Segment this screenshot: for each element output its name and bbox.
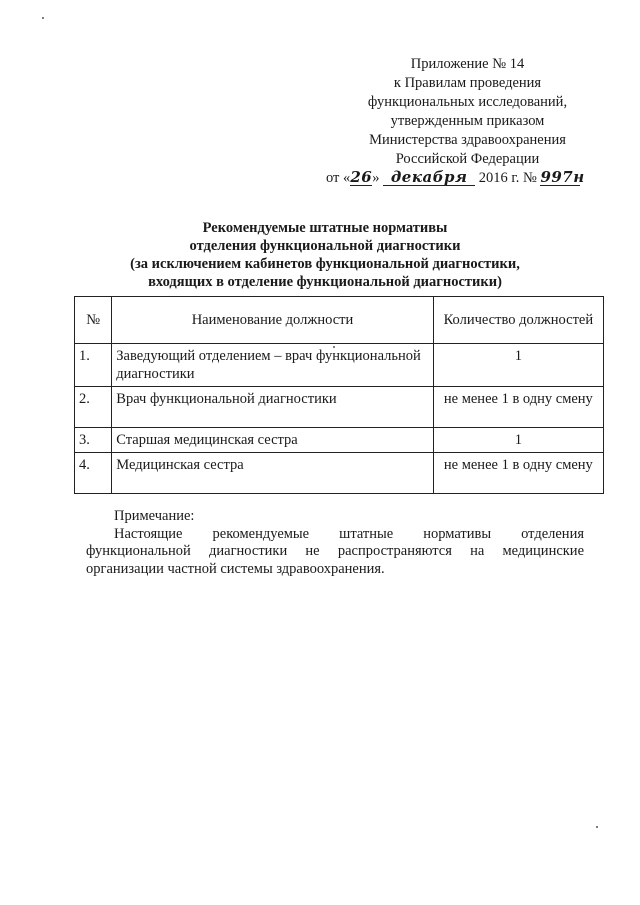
table-header-row xyxy=(75,297,604,344)
header-number: № xyxy=(75,297,112,344)
row-number: 1. xyxy=(75,344,112,387)
row-number: 2. xyxy=(75,387,112,428)
scan-speck xyxy=(42,17,44,19)
note-title: Примечание: xyxy=(114,508,195,524)
title-line-4: входящих в отделение функциональной диагностики) xyxy=(148,274,502,290)
appendix-approved-line: утвержденным приказом xyxy=(390,113,545,129)
row-count: не менее 1 в одну смену xyxy=(433,453,603,494)
appendix-studies-line: функциональных исследований, xyxy=(367,94,568,110)
row-position: Заведующий отделением – врач функциональной диагностики xyxy=(112,344,433,387)
row-position: Старшая медицинская сестра xyxy=(112,428,433,453)
handwritten-day: 26 xyxy=(350,168,373,186)
note-text: Настоящие рекомендуемые штатные нормативы отделения функциональной диагностики не распространяются на медицинские организации частной системы здравоохранения. xyxy=(86,525,584,577)
handwritten-month: декабря xyxy=(383,170,475,186)
date-mid: » xyxy=(372,170,380,186)
row-position: Медицинская сестра xyxy=(112,453,433,494)
table-row xyxy=(75,387,604,428)
staffing-table xyxy=(74,296,604,494)
handwritten-order-number: 997н xyxy=(540,168,585,186)
title-line-2: отделения функциональной диагностики xyxy=(189,238,461,254)
title-line-1: Рекомендуемые штатные нормативы xyxy=(202,220,448,236)
header-count: Количество должностей xyxy=(433,297,603,344)
header-position: Наименование должности xyxy=(112,297,433,344)
table-row xyxy=(75,453,604,494)
row-number: 3. xyxy=(75,428,112,453)
note-section xyxy=(86,508,584,578)
order-date-line xyxy=(326,169,605,188)
scan-speck xyxy=(596,826,598,828)
row-count: 1 xyxy=(433,428,603,453)
scan-speck xyxy=(333,346,335,348)
appendix-number: Приложение № 14 xyxy=(410,56,525,72)
table-row xyxy=(75,344,604,387)
appendix-ministry-line: Министерства здравоохранения xyxy=(369,132,566,148)
appendix-header xyxy=(326,55,605,188)
row-count: 1 xyxy=(433,344,603,387)
document-title xyxy=(110,219,540,291)
title-line-3: (за исключением кабинетов функциональной диагностики, xyxy=(130,256,520,272)
table-row xyxy=(75,428,604,453)
appendix-federation-line: Российской Федерации xyxy=(395,151,540,167)
row-position: Врач функциональной диагностики xyxy=(112,387,433,428)
row-number: 4. xyxy=(75,453,112,494)
date-year: 2016 г. № xyxy=(478,170,537,186)
date-prefix: от « xyxy=(326,170,351,186)
row-count: не менее 1 в одну смену xyxy=(433,387,603,428)
appendix-rules-line: к Правилам проведения xyxy=(393,75,542,91)
